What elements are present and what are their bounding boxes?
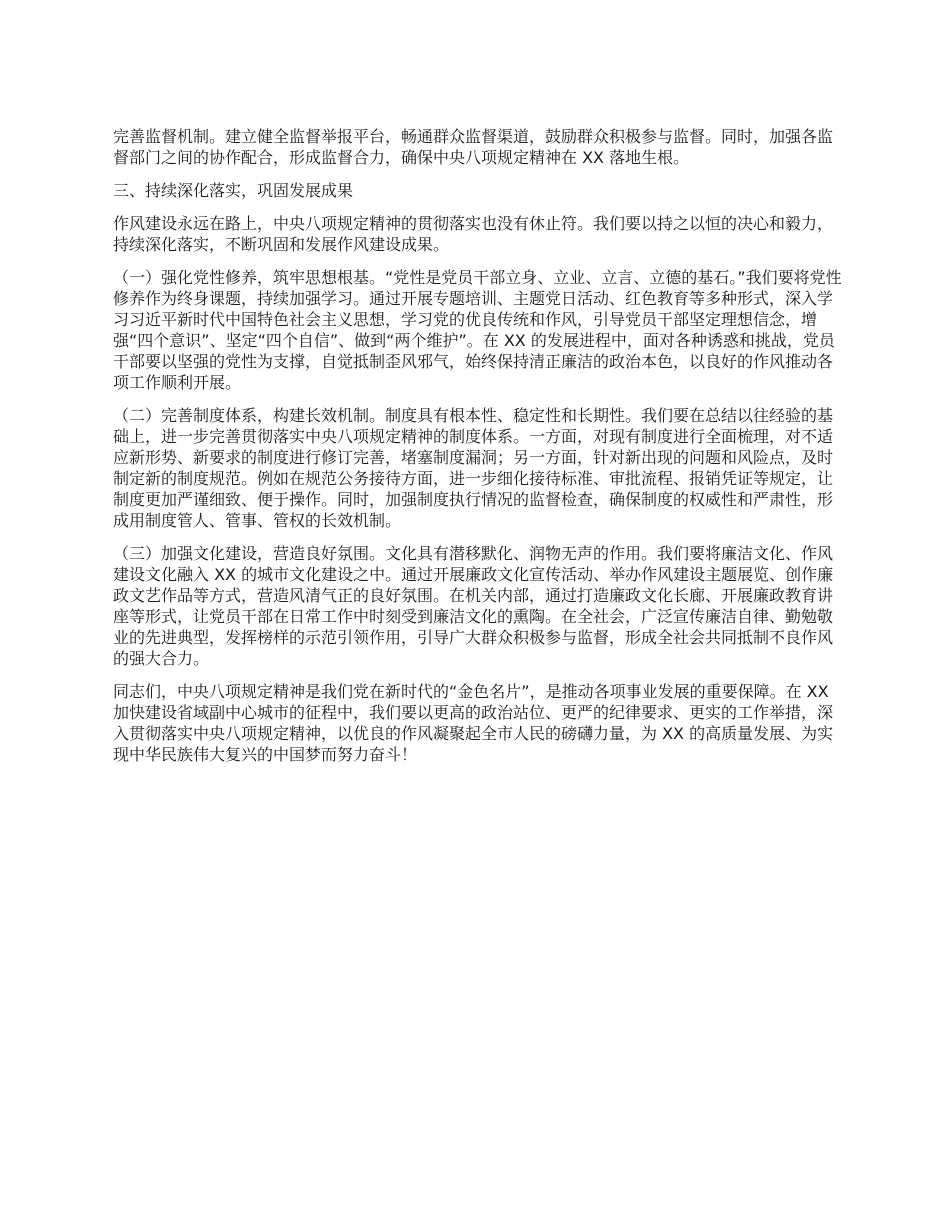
document-page: [113, 126, 848, 777]
paragraph-supervision-mechanism: 完善监督机制。建立健全监督举报平台，畅通群众监督渠道，鼓励群众积极参与监督。同时，加强各监督部门之间的协作配合，形成监督合力，确保中央八项规定精神在 XX 落地生根。: [113, 127, 834, 167]
paragraph-party-spirit: （一）强化党性修养，筑牢思想根基。“党性是党员干部立身、立业、立言、立德的基石。”我们要将党性修养作为终身课题，持续加强学习。通过开展专题培训、主题党日活动、红色教育等多种形式，深入学习习近平新时代中国特色社会主义思想，学习党的优良传统和作风，引导党员干部坚定理想信念，增强“四个意识”、坚定“四个自信”、做到“两个维护”。在 XX 的发展进程中，面对各种诱惑和挑战，党员干部要以坚强的党性为支撑，自觉抵制歪风邪气，始终保持清正廉洁的政治本色，以良好的作风推动各项工作顺利开展。: [113, 268, 842, 392]
paragraph-institutional-system: （二）完善制度体系，构建长效机制。制度具有根本性、稳定性和长期性。我们要在总结以往经验的基础上，进一步完善贯彻落实中央八项规定精神的制度体系。一方面，对现有制度进行全面梳理，对不适应新形势、新要求的制度进行修订完善，堵塞制度漏洞；另一方面，针对新出现的问题和风险点，及时制定新的制度规范。例如在规范公务接待方面，进一步细化接待标准、审批流程、报销凭证等规定，让制度更加严谨细致、便于操作。同时，加强制度执行情况的监督检查，确保制度的权威性和严肃性，形成用制度管人、管事、管权的长效机制。: [113, 406, 834, 530]
section-heading-three: 三、持续深化落实，巩固发展成果: [113, 181, 354, 200]
paragraph-closing: 同志们，中央八项规定精神是我们党在新时代的“金色名片”，是推动各项事业发展的重要保障。在 XX 加快建设省域副中心城市的征程中，我们要以更高的政治站位、更严的纪律要求、更实的工作举措，深入贯彻落实中央八项规定精神，以优良的作风凝聚起全市人民的磅礴力量，为 XX 的高质量发展、为实现中华民族伟大复兴的中国梦而努力奋斗！: [113, 682, 834, 764]
paragraph-section-intro: 作风建设永远在路上，中央八项规定精神的贯彻落实也没有休止符。我们要以持之以恒的决心和毅力，持续深化落实，不断巩固和发展作风建设成果。: [113, 214, 834, 254]
paragraph-culture-building: （三）加强文化建设，营造良好氛围。文化具有潜移默化、润物无声的作用。我们要将廉洁文化、作风建设文化融入 XX 的城市文化建设之中。通过开展廉政文化宣传活动、举办作风建设主题展览、创作廉政文艺作品等方式，营造风清气正的良好氛围。在机关内部，通过打造廉政文化长廊、开展廉政教育讲座等形式，让党员干部在日常工作中时刻受到廉洁文化的熏陶。在全社会，广泛宣传廉洁自律、勤勉敬业的先进典型，发挥榜样的示范引领作用，引导广大群众积极参与监督，形成全社会共同抵制不良作风的强大合力。: [113, 544, 834, 668]
